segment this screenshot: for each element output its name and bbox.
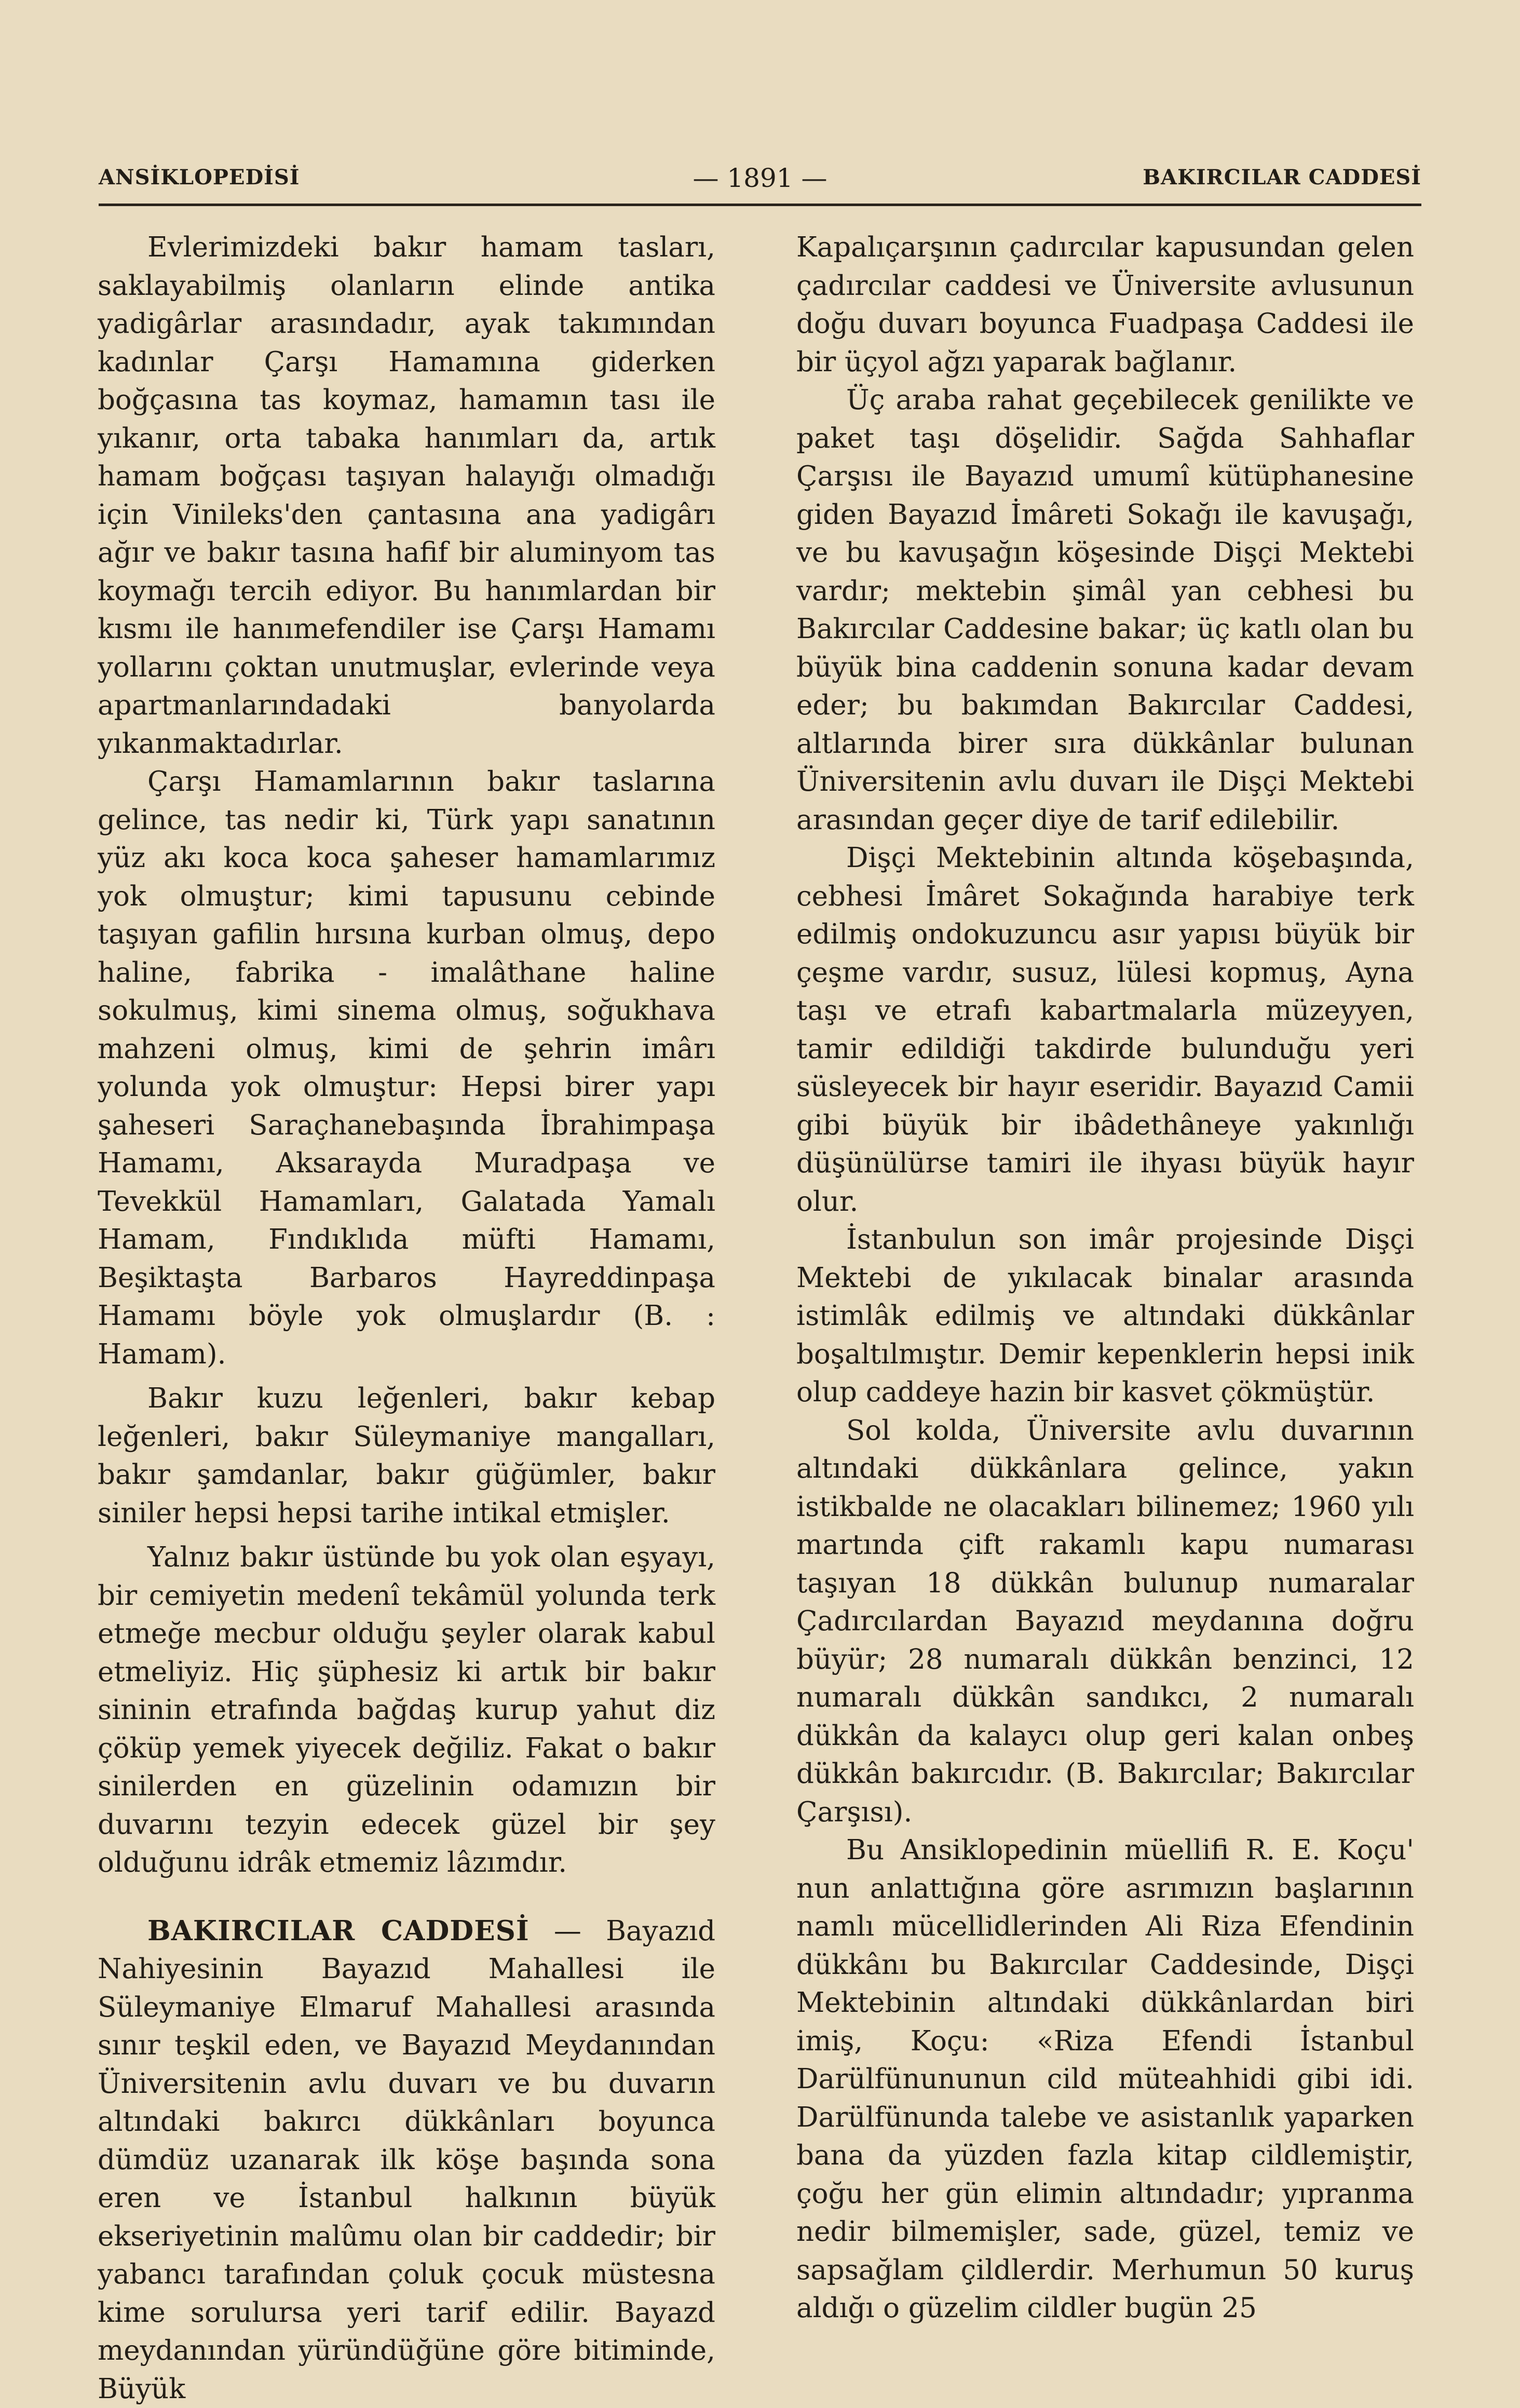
paragraph: Yalnız bakır üstünde bu yok olan eşyayı, bir cemiyetin medenî tekâmül yolunda terk etmeğe mecbur olduğu şeyler olarak kabul etmeliyiz. Hiç şüphesiz ki artık bir bakır sininin etrafında bağdaş kurup yahut diz çöküp yemek yiyecek değiliz. Fakat o bakır sinilerden en güzelinin odamızın bir duvarını tezyin edecek güzel bir şey olduğunu idrâk etmemiz lâzımdır. — [98, 1538, 715, 1882]
entry-title: BAKIRCILAR CADDESİ — [147, 1915, 530, 1947]
entry-text: Bayazıd Nahiyesinin Bayazıd Mahallesi ile Süleymaniye Elmaruf Mahallesi arasında sınır teşkil eden, ve Bayazıd Meydanından Üniversitenin avlu duvarı ve bu duvarın altındaki bakırcı dükkânları boyunca dümdüz uzanarak ilk köşe başında sona eren ve İstanbul halkının büyük ekseriyetinin malûmu olan bir caddedir; bir yabancı tarafından çoluk çocuk müstesna kime sorulursa yeri tarif edilir. Bayazd meydanından yüründüğüne göre bitiminde, Büyük — [98, 1915, 715, 2405]
paragraph: Dişçi Mektebinin altında köşebaşında, cebhesi İmâret Sokağında harabiye terk edilmiş ondokuzuncu asır yapısı büyük bir çeşme vardır, susuz, lülesi kopmuş, Ayna taşı ve etrafı kabartmalarla müzeyyen, tamir edildiği takdirde bulunduğu yeri süsleyecek bir hayır eseridir. Bayazıd Camii gibi büyük bir ibâdethâneye yakınlığı düşünülürse tamiri ile ihyası büyük hayır olur. — [796, 839, 1414, 1221]
paragraph: Kapalıçarşının çadırcılar kapusundan gelen çadırcılar caddesi ve Üniversite avlusunun doğu duvarı boyunca Fuadpaşa Caddesi ile bir üçyol ağzı yaparak bağlanır. — [796, 228, 1414, 381]
header-rule — [99, 204, 1421, 206]
running-head — [99, 165, 1421, 196]
left-column — [98, 228, 715, 2408]
paragraph: İstanbulun son imâr projesinde Dişçi Mektebi de yıkılacak binalar arasında istimlâk edilmiş ve altındaki dükkânlar boşaltılmıştır. Demir kepenklerin hepsi inik olup caddeye hazin bir kasvet çökmüştür. — [796, 1221, 1414, 1412]
paragraph: Çarşı Hamamlarının bakır taslarına gelince, tas nedir ki, Türk yapı sanatının yüz akı koca koca şaheser hamamlarımız yok olmuştur; kimi tapusunu cebinde taşıyan gafilin hırsına kurban olmuş, depo haline, fabrika - imalâthane haline sokulmuş, kimi sinema olmuş, soğukhava mahzeni olmuş, kimi de şehrin imârı yolunda yok olmuştur: Hepsi birer yapı şaheseri Saraçhanebaşında İbrahimpaşa Hamamı, Aksarayda Muradpaşa ve Tevekkül Hamamları, Galatada Yamalı Hamam, Fındıklıda müfti Hamamı, Beşiktaşta Barbaros Hayreddinpaşa Hamamı böyle yok olmuşlardır (B. : Hamam). — [98, 763, 715, 1373]
paragraph: Bu Ansiklopedinin müellifi R. E. Koçu' nun anlattığına göre asrımızın başlarının namlı mücellidlerinden Ali Riza Efendinin dükkânı bu Bakırcılar Caddesinde, Dişçi Mektebinin altındaki dükkânlardan biri imiş, Koçu: «Riza Efendi İstanbul Darülfünununun cild müteahhidi gibi idi. Darülfünunda talebe ve asistanlık yaparken bana da yüzden fazla kitap cildlemiştir, çoğu her gün elimin altındadır; yıpranma nedir bilmemişler, sade, güzel, temiz ve sapsağlam çildlerdir. Merhumun 50 kuruş aldığı o güzelim cildler bugün 25 — [796, 1831, 1414, 2328]
paragraph: Evlerimizdeki bakır hamam tasları, saklayabilmiş olanların elinde antika yadigârlar arasındadır, ayak takımından kadınlar Çarşı Hamamına giderken boğçasına tas koymaz, hamamın tası ile yıkanır, orta tabaka hanımları da, artık hamam boğçası taşıyan halayığı olmadığı için Vinileks'den çantasına ana yadigârı ağır ve bakır tasına hafif bir aluminyom tas koymağı tercih ediyor. Bu hanımlardan bir kısmı ile hanımefendiler ise Çarşı Hamamı yollarını çoktan unutmuşlar, evlerinde veya apartmanlarındadaki banyolarda yıkanmaktadırlar. — [98, 228, 715, 763]
right-column — [796, 228, 1414, 2328]
entry-paragraph — [98, 1912, 715, 2408]
running-head-left: ANSİKLOPEDİSİ — [99, 165, 300, 190]
paragraph: Sol kolda, Üniversite avlu duvarının altındaki dükkânlara gelince, yakın istikbalde ne olacakları bilinemez; 1960 yılı martında çift rakamlı kapu numarası taşıyan 18 dükkân bulunup numaralar Çadırcılardan Bayazıd meydanına doğru büyür; 28 numaralı dükkân benzinci, 12 numaralı dükkân sandıkcı, 2 numaralı dükkân da kalaycı olup geri kalan onbeş dükkân bakırcıdır. (B. Bakırcılar; Bakırcılar Çarşısı). — [796, 1412, 1414, 1832]
page-number: — 1891 — — [99, 163, 1421, 193]
entry-dash: — — [530, 1915, 606, 1947]
running-head-right: BAKIRCILAR CADDESİ — [1143, 165, 1421, 190]
paragraph: Üç araba rahat geçebilecek genilikte ve paket taşı döşelidir. Sağda Sahhaflar Çarşısı ile Bayazıd umumî kütüphanesine giden Bayazıd İmâreti Sokağı ile kavuşağı, ve bu kavuşağın köşesinde Dişçi Mektebi vardır; mektebin şimâl yan cebhesi bu Bakırcılar Caddesine bakar; üç katlı olan bu büyük bina caddenin sonuna kadar devam eder; bu bakımdan Bakırcılar Caddesi, altlarında birer sıra dükkânlar bulunan Üniversitenin avlu duvarı ile Dişçi Mektebi arasından geçer diye de tarif edilebilir. — [796, 381, 1414, 839]
paragraph: Bakır kuzu leğenleri, bakır kebap leğenleri, bakır Süleymaniye mangalları, bakır şamdanlar, bakır güğümler, bakır siniler hepsi hepsi tarihe intikal etmişler. — [98, 1379, 715, 1532]
